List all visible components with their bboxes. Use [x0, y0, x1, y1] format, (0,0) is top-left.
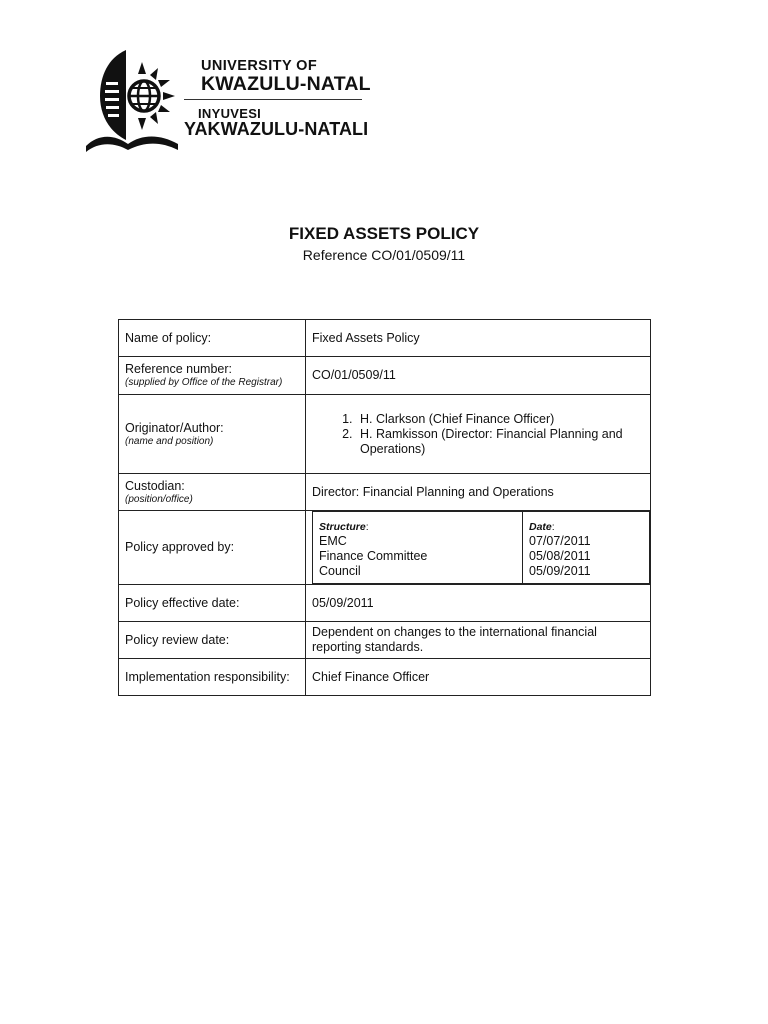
author-list	[312, 412, 644, 457]
approval-structure-column	[313, 512, 523, 584]
author-item: 2. H. Ramkisson (Director: Financial Planning and Operations)	[356, 427, 644, 457]
logo-text-line2: KWAZULU-NATAL	[201, 73, 371, 95]
approved-by-label: Policy approved by:	[119, 511, 306, 585]
effective-date-value: 05/09/2011	[306, 585, 651, 622]
reference-number-label: Reference number: (supplied by Office of the Registrar)	[119, 357, 306, 395]
table-row-effective-date	[119, 585, 651, 622]
logo-text-line3: INYUVESI	[198, 106, 262, 121]
approval-structure: Council	[319, 564, 361, 578]
logo-text-line1: UNIVERSITY OF	[201, 58, 318, 74]
university-shield-emblem-icon	[80, 44, 180, 156]
approved-by-value	[306, 511, 651, 585]
approval-table	[312, 511, 650, 584]
table-row-custodian	[119, 474, 651, 511]
table-row-originator	[119, 395, 651, 474]
author-item: 1. H. Clarkson (Chief Finance Officer)	[356, 412, 644, 427]
date-header: Date:	[529, 521, 555, 533]
approval-structure: Finance Committee	[319, 549, 428, 563]
originator-value	[306, 395, 651, 474]
approval-date: 05/08/2011	[529, 549, 591, 563]
name-of-policy-label: Name of policy:	[119, 320, 306, 357]
document-reference: Reference CO/01/0509/11	[302, 247, 466, 263]
policy-details-table	[118, 319, 651, 696]
table-row-review-date	[119, 622, 651, 659]
table-row-implementation	[119, 659, 651, 696]
originator-sublabel: (name and position)	[125, 435, 214, 447]
structure-header: Structure:	[319, 521, 369, 533]
document-title: FIXED ASSETS POLICY	[288, 224, 480, 243]
table-row-approved-by	[119, 511, 651, 585]
effective-date-label: Policy effective date:	[119, 585, 306, 622]
reference-number-sublabel: (supplied by Office of the Registrar)	[125, 377, 283, 388]
logo-text-line4: YAKWAZULU-NATALI	[184, 119, 369, 139]
implementation-label: Implementation responsibility:	[119, 659, 306, 696]
custodian-label: Custodian: (position/office)	[119, 474, 306, 511]
review-date-value: Dependent on changes to the international financial reporting standards.	[306, 622, 651, 659]
reference-number-value: CO/01/0509/11	[306, 357, 651, 395]
approval-structure: EMC	[319, 534, 347, 548]
originator-label: Originator/Author: (name and position)	[119, 395, 306, 474]
implementation-value: Chief Finance Officer	[306, 659, 651, 696]
name-of-policy-value: Fixed Assets Policy	[306, 320, 651, 357]
approval-date: 07/07/2011	[529, 534, 591, 548]
custodian-value: Director: Financial Planning and Operations	[306, 474, 651, 511]
logo-divider	[184, 99, 362, 100]
university-logo	[80, 44, 380, 159]
table-row-reference-number	[119, 357, 651, 395]
table-row-name-of-policy	[119, 320, 651, 357]
custodian-sublabel: (position/office)	[125, 493, 193, 505]
approval-date-column	[523, 512, 650, 584]
review-date-label: Policy review date:	[119, 622, 306, 659]
approval-date: 05/09/2011	[529, 564, 591, 578]
